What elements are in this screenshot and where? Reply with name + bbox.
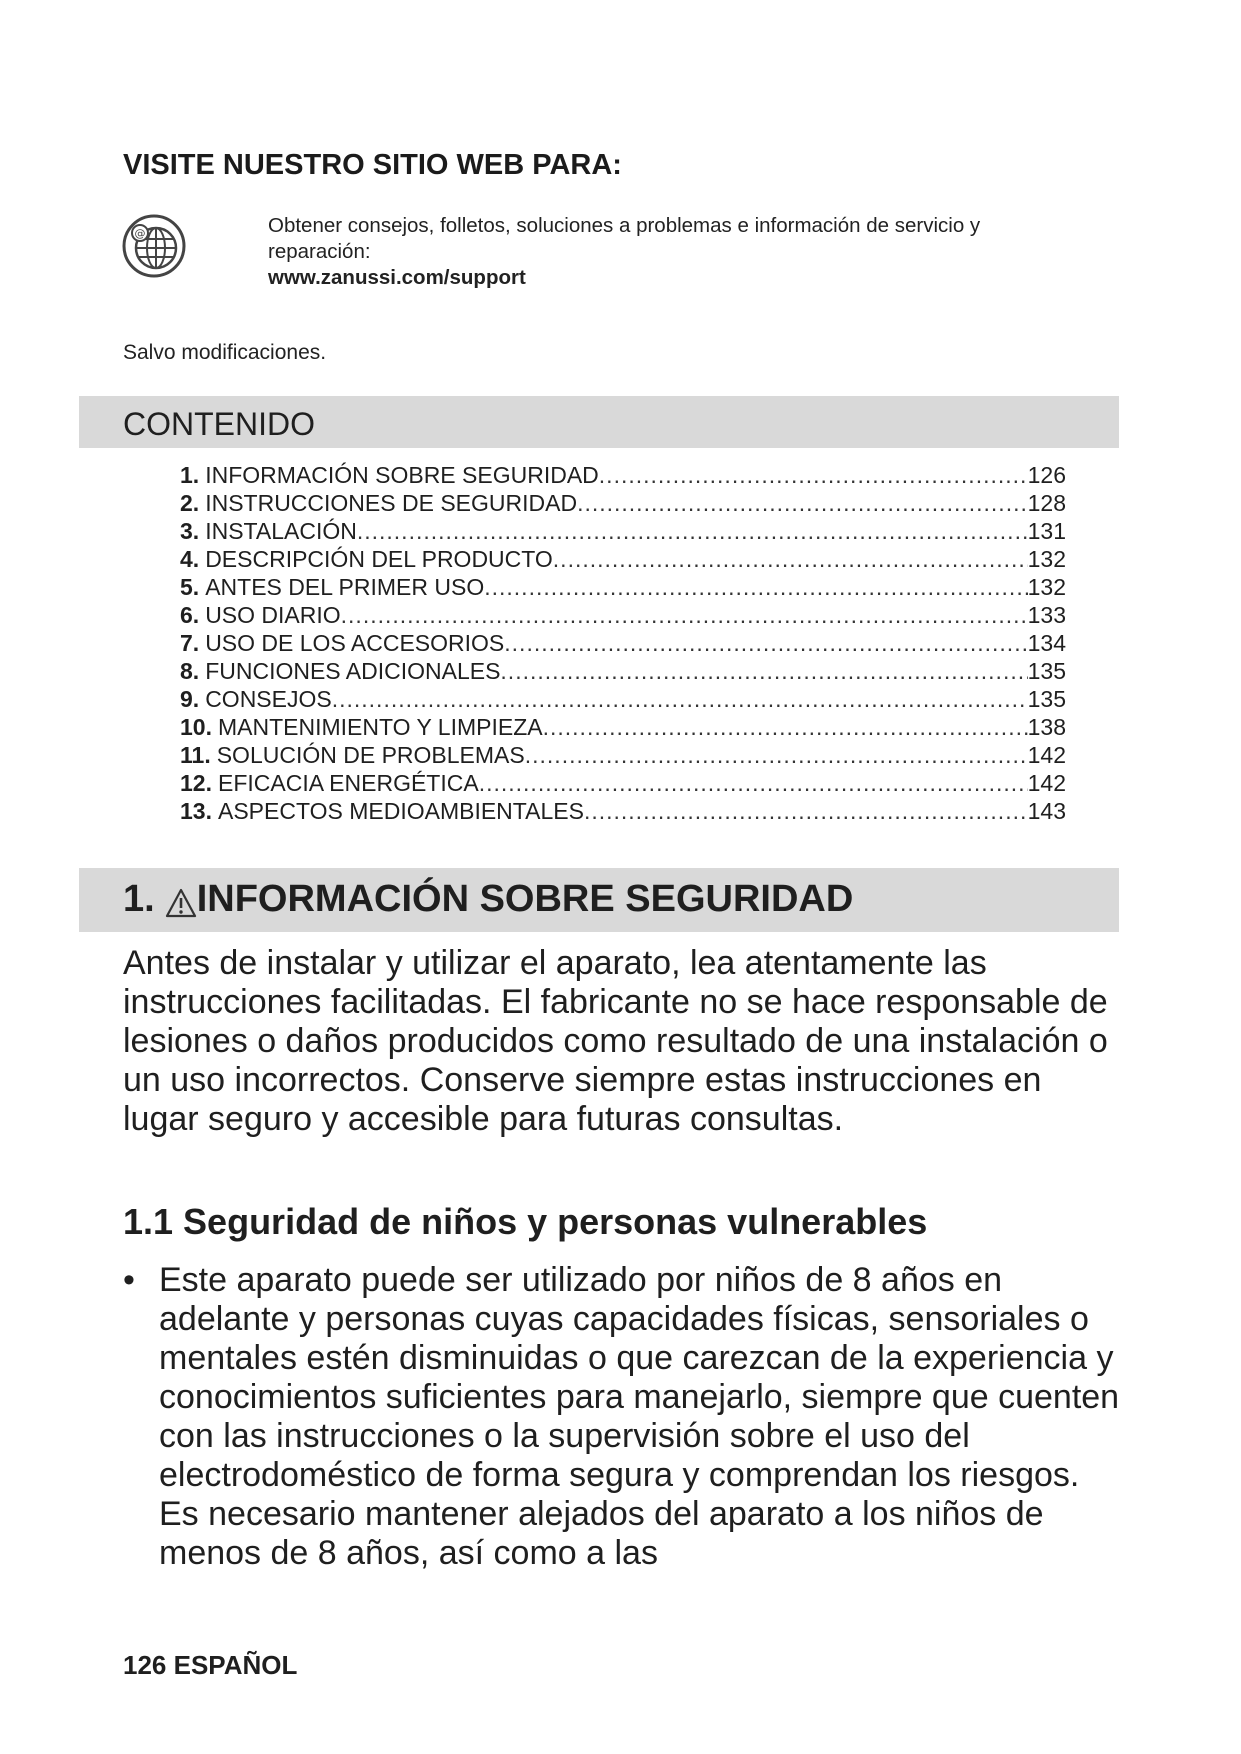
- toc-leader-dots: [484, 574, 1027, 601]
- toc-item-label: INSTALACIÓN: [205, 518, 357, 544]
- subsection-1-1-title: 1.1 Seguridad de niños y personas vulnerables: [123, 1201, 928, 1242]
- toc-item-label: FUNCIONES ADICIONALES: [205, 658, 501, 684]
- section-1-title: INFORMACIÓN SOBRE SEGURIDAD: [196, 878, 854, 920]
- toc-item[interactable]: [180, 490, 1066, 518]
- table-of-contents: [180, 462, 1066, 826]
- safety-intro-paragraph: Antes de instalar y utilizar el aparato, lea atentamente las instrucciones facilitadas. El fabricante no se hace responsable de lesiones o daños producidos como resultado de una instalación o un uso incorrectos. Conserve siempre estas instrucciones en lugar seguro y accesible para futuras consultas.: [123, 944, 1108, 1138]
- toc-item-number: 4.: [180, 546, 200, 572]
- toc-leader-dots: [553, 546, 1028, 573]
- toc-item-label: EFICACIA ENERGÉTICA: [217, 770, 479, 796]
- toc-item-label: USO DE LOS ACCESORIOS: [205, 630, 505, 656]
- toc-item[interactable]: [180, 798, 1066, 826]
- toc-item-page: 142: [1027, 770, 1066, 796]
- toc-item-page: 134: [1027, 630, 1066, 656]
- toc-item-label: SOLUCIÓN DE PROBLEMAS: [216, 742, 525, 768]
- page-footer: 126 ESPAÑOL: [123, 1650, 298, 1680]
- toc-item[interactable]: [180, 714, 1066, 742]
- toc-leader-dots: [357, 518, 1028, 545]
- toc-leader-dots: [525, 742, 1028, 769]
- toc-item[interactable]: [180, 518, 1066, 546]
- toc-item-label: INSTRUCCIONES DE SEGURIDAD: [205, 490, 578, 516]
- svg-text:@: @: [134, 227, 146, 240]
- section-1-heading: [123, 878, 853, 921]
- toc-leader-dots: [599, 462, 1028, 489]
- bullet-text: Este aparato puede ser utilizado por niños de 8 años en adelante y personas cuyas capacidades físicas, sensoriales o mentales estén disminuidas o que carezcan de la experiencia y conocimientos suficientes para manejarlo, siempre que cuenten con las instrucciones o la supervisión sobre el uso del electrodoméstico de forma segura y comprendan los riesgos. Es necesario mantener alejados del aparato a los niños de menos de 8 años, así como a las: [159, 1261, 1120, 1572]
- toc-leader-dots: [341, 602, 1028, 629]
- support-description: Obtener consejos, folletos, soluciones a problemas e información de servicio y reparación:: [268, 214, 981, 263]
- toc-item-number: 7.: [180, 630, 200, 656]
- toc-item-label: DESCRIPCIÓN DEL PRODUCTO: [205, 546, 553, 572]
- toc-item-number: 12.: [180, 770, 212, 796]
- toc-item-page: 133: [1027, 602, 1066, 628]
- toc-item-page: 135: [1027, 686, 1066, 712]
- toc-item-number: 3.: [180, 518, 200, 544]
- toc-item[interactable]: [180, 742, 1066, 770]
- toc-item-number: 13.: [180, 798, 212, 824]
- toc-title: CONTENIDO: [123, 406, 315, 442]
- visit-website-title: VISITE NUESTRO SITIO WEB PARA:: [123, 149, 622, 181]
- modification-notice: Salvo modificaciones.: [123, 341, 327, 364]
- toc-item[interactable]: [180, 770, 1066, 798]
- toc-item-page: 142: [1027, 742, 1066, 768]
- toc-item-label: USO DIARIO: [205, 602, 341, 628]
- toc-item-label: ANTES DEL PRIMER USO: [205, 574, 485, 600]
- toc-item-label: CONSEJOS: [205, 686, 332, 712]
- toc-item-number: 8.: [180, 658, 200, 684]
- toc-item[interactable]: [180, 574, 1066, 602]
- toc-leader-dots: [504, 630, 1027, 657]
- toc-item-number: 6.: [180, 602, 200, 628]
- toc-item-number: 1.: [180, 462, 200, 488]
- toc-item-number: 2.: [180, 490, 200, 516]
- toc-item-page: 143: [1027, 798, 1066, 824]
- toc-item-number: 10.: [180, 714, 212, 740]
- bullet-mark: •: [123, 1261, 135, 1299]
- toc-item-page: 132: [1027, 574, 1066, 600]
- toc-item-number: 9.: [180, 686, 200, 712]
- section-1-number: 1.: [123, 878, 155, 920]
- toc-item[interactable]: [180, 546, 1066, 574]
- toc-item-page: 128: [1027, 490, 1066, 516]
- toc-item[interactable]: [180, 658, 1066, 686]
- toc-leader-dots: [479, 770, 1028, 797]
- toc-item-number: 11.: [180, 742, 211, 768]
- support-info: [268, 213, 1088, 291]
- toc-leader-dots: [500, 658, 1027, 685]
- toc-item-page: 138: [1027, 714, 1066, 740]
- toc-leader-dots: [332, 686, 1028, 713]
- globe-at-icon: [121, 213, 187, 279]
- toc-item-number: 5.: [180, 574, 200, 600]
- bullet-paragraph: [123, 1261, 1123, 1573]
- toc-item-label: MANTENIMIENTO Y LIMPIEZA: [217, 714, 543, 740]
- toc-item[interactable]: [180, 686, 1066, 714]
- toc-item-label: INFORMACIÓN SOBRE SEGURIDAD: [205, 462, 599, 488]
- toc-item-page: 126: [1027, 462, 1066, 488]
- warning-triangle-icon: [165, 885, 197, 915]
- toc-item[interactable]: [180, 602, 1066, 630]
- toc-item-page: 135: [1027, 658, 1066, 684]
- toc-item[interactable]: [180, 630, 1066, 658]
- toc-item-label: ASPECTOS MEDIOAMBIENTALES: [217, 798, 584, 824]
- toc-leader-dots: [577, 490, 1028, 517]
- toc-leader-dots: [543, 714, 1028, 741]
- toc-item-page: 131: [1027, 518, 1066, 544]
- toc-item[interactable]: [180, 462, 1066, 490]
- support-url-link[interactable]: www.zanussi.com/support: [268, 266, 526, 289]
- toc-item-page: 132: [1027, 546, 1066, 572]
- toc-leader-dots: [584, 798, 1028, 825]
